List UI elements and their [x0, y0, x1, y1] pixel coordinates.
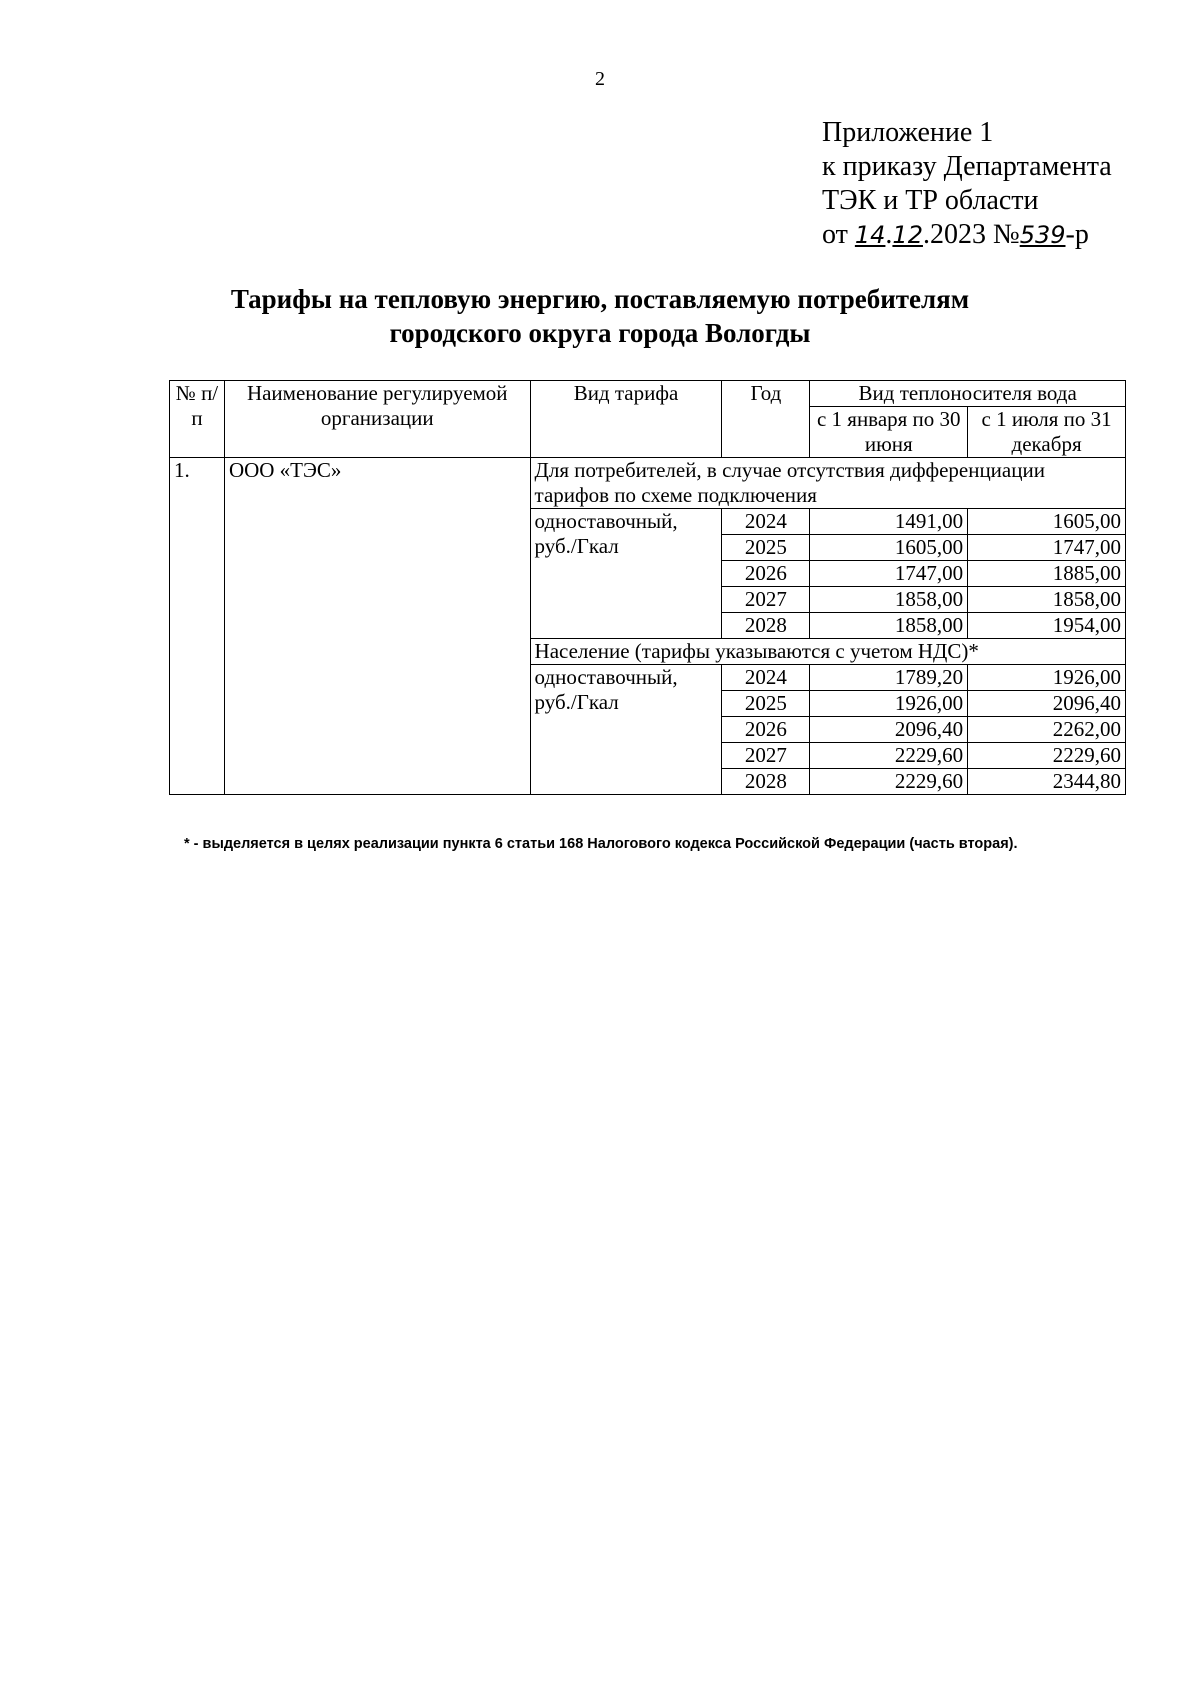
year-cell: 2025 [722, 691, 810, 717]
group-1-tariff-kind: одноставочный, руб./Гкал [530, 509, 722, 639]
order-suffix: -р [1065, 219, 1089, 250]
header-heat-carrier: Вид теплоносителя вода [810, 381, 1126, 407]
header-tariff-kind: Вид тарифа [530, 381, 722, 458]
date-separator: . [885, 219, 893, 250]
header-year: Год [722, 381, 810, 458]
tariff-h1-cell: 1747,00 [810, 561, 968, 587]
header-num: № п/п [170, 381, 225, 458]
year-cell: 2026 [722, 561, 810, 587]
year-cell: 2025 [722, 535, 810, 561]
document-title [0, 282, 1200, 350]
group-2-label: Население (тарифы указываются с учетом НДС)* [530, 639, 1125, 665]
tariff-h2-cell: 1747,00 [968, 535, 1126, 561]
year-cell: 2026 [722, 717, 810, 743]
tariff-h1-cell: 1926,00 [810, 691, 968, 717]
page-number: 2 [595, 68, 605, 90]
year-cell: 2027 [722, 743, 810, 769]
tariff-h2-cell: 1858,00 [968, 587, 1126, 613]
date-prefix: от [822, 219, 855, 250]
tariff-h2-cell: 1605,00 [968, 509, 1126, 535]
tariff-h1-cell: 1789,20 [810, 665, 968, 691]
handwritten-order-number: 539 [1019, 221, 1066, 249]
title-line-2: городского округа города Вологды [389, 318, 811, 348]
tariff-h1-cell: 2096,40 [810, 717, 968, 743]
header-period-2: с 1 июля по 31 декабря [968, 407, 1126, 458]
header-organization: Наименование регулируемой организации [224, 381, 530, 458]
appendix-line-2: к приказу Департамента [822, 151, 1112, 182]
year-cell: 2024 [722, 665, 810, 691]
tariff-h2-cell: 1885,00 [968, 561, 1126, 587]
tariff-h1-cell: 1858,00 [810, 613, 968, 639]
year-cell: 2028 [722, 769, 810, 795]
tariff-h1-cell: 2229,60 [810, 769, 968, 795]
tariff-h1-cell: 1858,00 [810, 587, 968, 613]
row-number: 1. [170, 458, 225, 795]
year-cell: 2024 [722, 509, 810, 535]
tariff-h1-cell: 1491,00 [810, 509, 968, 535]
tariff-h2-cell: 2262,00 [968, 717, 1126, 743]
handwritten-day: 14 [854, 221, 886, 249]
group-1-label: Для потребителей, в случае отсутствия дифференциации тарифов по схеме подключения [530, 458, 1125, 509]
appendix-line-1: Приложение 1 [822, 117, 994, 148]
appendix-header [822, 116, 1112, 252]
tariff-h1-cell: 1605,00 [810, 535, 968, 561]
tariff-h2-cell: 2229,60 [968, 743, 1126, 769]
tariff-h2-cell: 2096,40 [968, 691, 1126, 717]
title-line-1: Тарифы на тепловую энергию, поставляемую потребителям [230, 284, 970, 314]
appendix-line-3: ТЭК и ТР области [822, 185, 1039, 216]
header-row-1 [170, 381, 1126, 407]
handwritten-month: 12 [892, 221, 923, 249]
tariff-table [169, 380, 1126, 795]
group-1-label-row [170, 458, 1126, 509]
group-2-tariff-kind: одноставочный, руб./Гкал [530, 665, 722, 795]
appendix-date-line [822, 218, 1112, 252]
date-year: .2023 № [922, 219, 1020, 250]
year-cell: 2028 [722, 613, 810, 639]
tariff-h2-cell: 2344,80 [968, 769, 1126, 795]
organization-name: ООО «ТЭС» [224, 458, 530, 795]
year-cell: 2027 [722, 587, 810, 613]
header-period-1: с 1 января по 30 июня [810, 407, 968, 458]
footnote: * - выделяется в целях реализации пункта 6 статьи 168 Налогового кодекса Российской Федерации (часть вторая). [184, 836, 1018, 852]
tariff-h1-cell: 2229,60 [810, 743, 968, 769]
tariff-h2-cell: 1926,00 [968, 665, 1126, 691]
tariff-h2-cell: 1954,00 [968, 613, 1126, 639]
